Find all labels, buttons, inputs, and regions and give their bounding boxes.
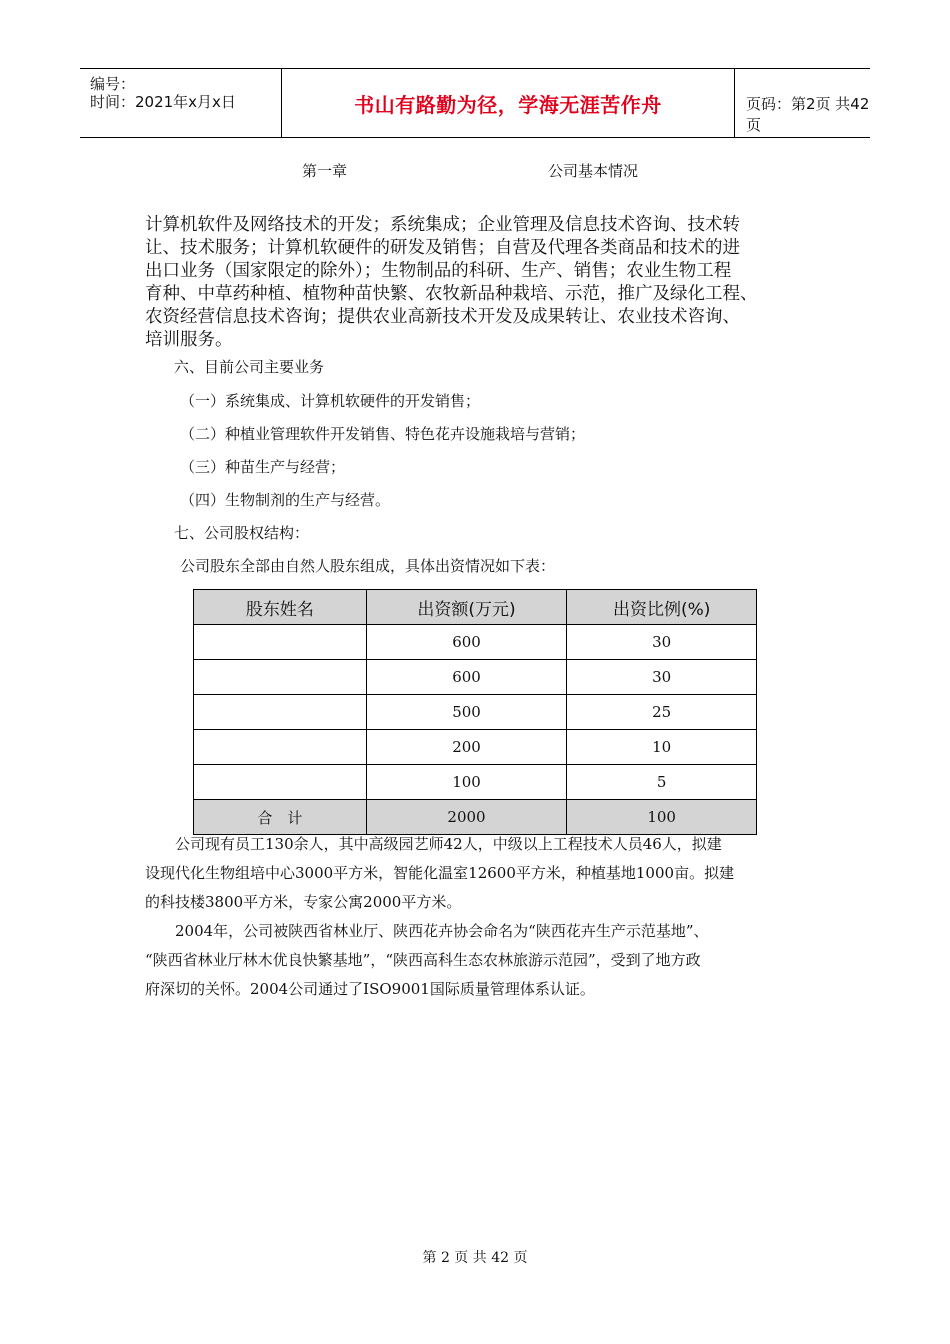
header-meta [80, 69, 280, 137]
table-row [194, 660, 757, 695]
list-item: （二）种植业管理软件开发销售、特色花卉设施栽培与营销； [180, 425, 586, 443]
table-cell: 合 计 [194, 800, 367, 835]
text-line: 培训服务。 [145, 330, 233, 350]
table-header-cell: 出资额(万元) [366, 590, 567, 625]
table-cell [194, 695, 367, 730]
text-line: 农资经营信息技术咨询；提供农业高新技术开发及成果转让、农业技术咨询、 [145, 307, 740, 327]
table-header-row [194, 590, 757, 625]
text-line: 设现代化生物组培中心3000平方米，智能化温室12600平方米，种植基地1000亩。拟建 [145, 864, 735, 882]
table-cell [194, 730, 367, 765]
text-line: 让、技术服务；计算机软硬件的研发及销售；自营及代理各类商品和技术的进 [145, 238, 740, 258]
table-cell: 30 [567, 660, 757, 695]
table-cell [194, 765, 367, 800]
text-line: 计算机软件及网络技术的开发；系统集成；企业管理及信息技术咨询、技术转 [145, 215, 740, 235]
table-row [194, 730, 757, 765]
list-item: （四）生物制剂的生产与经营。 [180, 491, 391, 509]
text-line: “陕西省林业厅林木优良快繁基地”，“陕西高科生态农林旅游示范园”，受到了地方政 [145, 951, 701, 969]
text-line: 2004年，公司被陕西省林业厅、陕西花卉协会命名为“陕西花卉生产示范基地”、 [175, 922, 709, 940]
header-number-label: 编号： [90, 75, 136, 93]
table-cell: 2000 [366, 800, 567, 835]
header-date-label: 时间：2021年x月x日 [90, 93, 236, 111]
section-7-title: 七、公司股权结构： [174, 524, 310, 542]
list-item: （一）系统集成、计算机软硬件的开发销售； [180, 392, 481, 410]
table-cell: 30 [567, 625, 757, 660]
table-cell: 500 [366, 695, 567, 730]
business-scope-paragraph [145, 214, 825, 352]
table-cell [194, 625, 367, 660]
chapter-title: 公司基本情况 [548, 162, 639, 180]
section-7-intro: 公司股东全部由自然人股东组成，具体出资情况如下表： [180, 557, 556, 575]
table-row [194, 625, 757, 660]
table-row [194, 765, 757, 800]
table-row [194, 695, 757, 730]
text-line: 府深切的关怀。2004公司通过了ISO9001国际质量管理体系认证。 [145, 980, 595, 998]
page-header [80, 68, 870, 138]
table-cell: 100 [366, 765, 567, 800]
page-footer: 第 2 页 共 42 页 [422, 1250, 528, 1266]
table-cell [194, 660, 367, 695]
table-cell: 600 [366, 660, 567, 695]
list-item: （三）种苗生产与经营； [180, 458, 346, 476]
table-header-cell: 股东姓名 [194, 590, 367, 625]
honors-paragraph [145, 917, 825, 1004]
table-cell: 600 [366, 625, 567, 660]
header-divider [734, 69, 735, 137]
text-line: 育种、中草药种植、植物种苗快繁、农牧新品种栽培、示范，推广及绿化工程、 [145, 284, 758, 304]
chapter-number: 第一章 [302, 162, 348, 180]
table-cell: 5 [567, 765, 757, 800]
text-line: 出口业务（国家限定的除外）；生物制品的科研、生产、销售；农业生物工程 [145, 261, 732, 281]
staff-paragraph [145, 830, 825, 917]
table-cell: 25 [567, 695, 757, 730]
text-line: 的科技楼3800平方米，专家公寓2000平方米。 [145, 893, 462, 911]
table-cell: 10 [567, 730, 757, 765]
table-cell: 200 [366, 730, 567, 765]
text-line: 公司现有员工130余人，其中高级园艺师42人，中级以上工程技术人员46人，拟建 [175, 835, 722, 853]
table-header-cell: 出资比例(%) [567, 590, 757, 625]
section-6-title: 六、目前公司主要业务 [174, 358, 325, 376]
shareholder-table [193, 589, 757, 835]
table-cell: 100 [567, 800, 757, 835]
header-page-info: 页码：第2页 共42页 [746, 95, 870, 134]
header-motto: 书山有路勤为径，学海无涯苦作舟 [354, 92, 662, 117]
